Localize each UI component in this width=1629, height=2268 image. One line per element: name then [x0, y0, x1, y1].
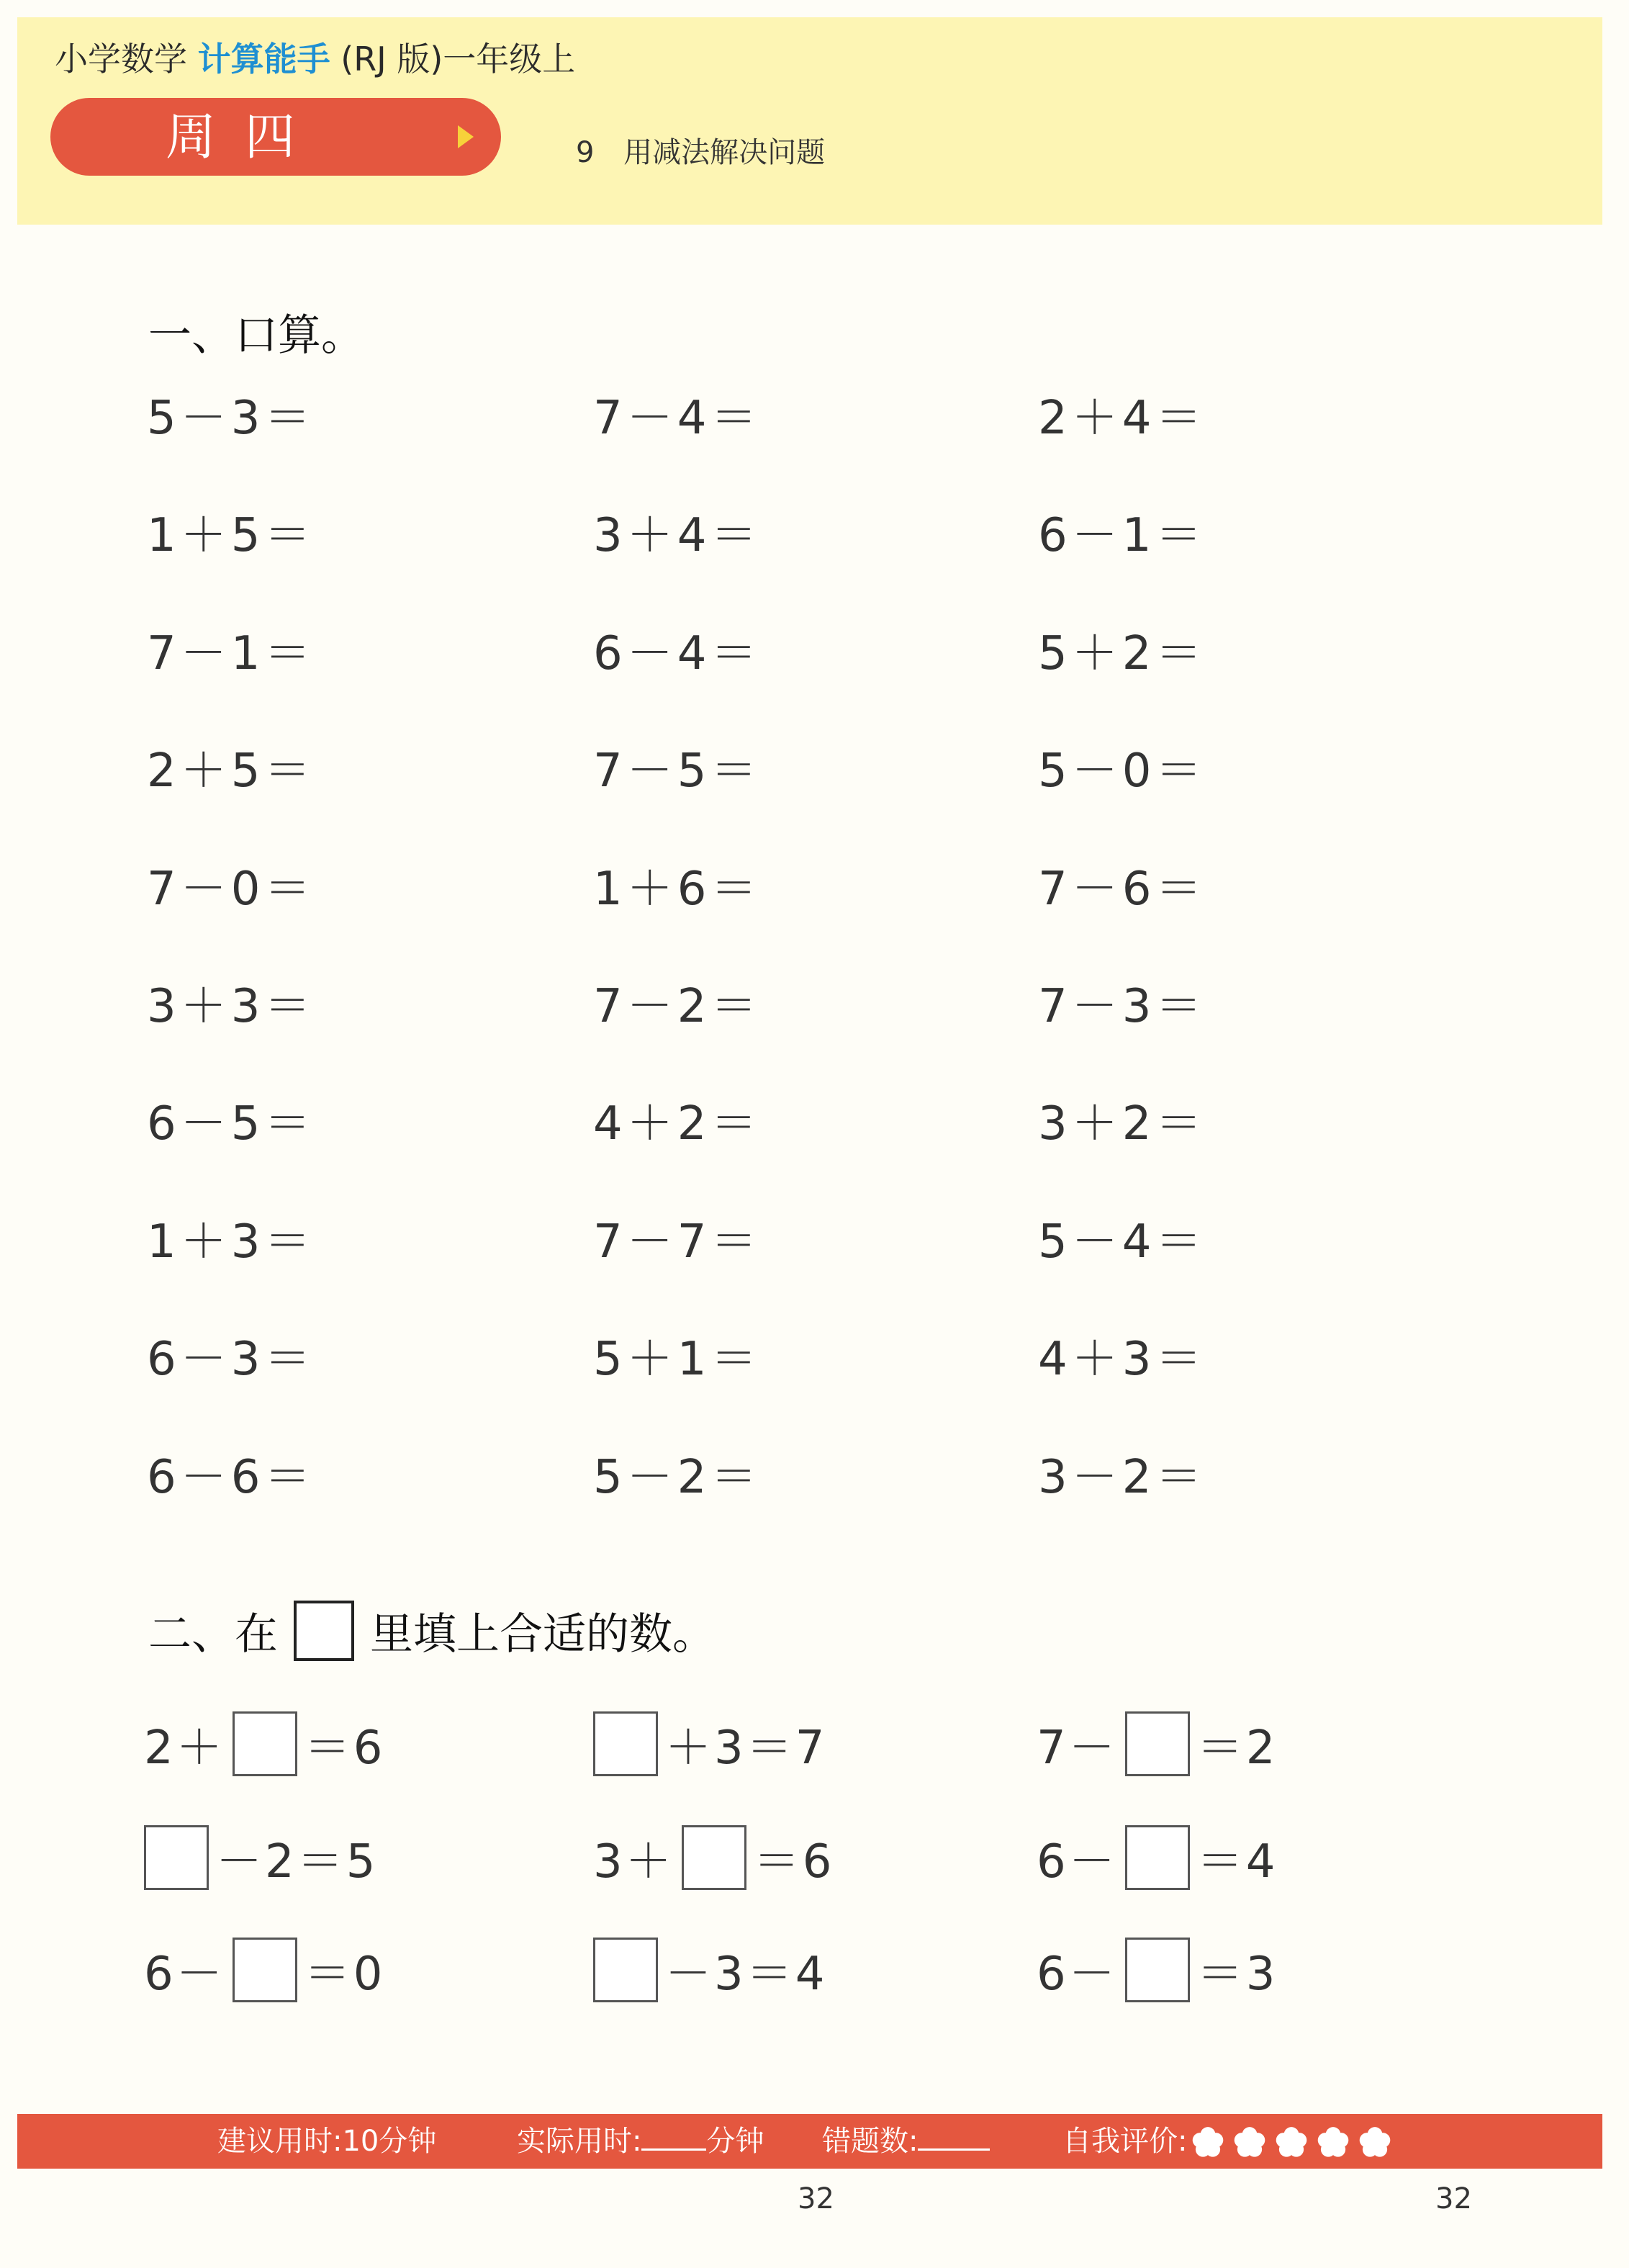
day-label: 周四 [166, 107, 324, 166]
fill-in-problem [144, 1934, 385, 2006]
actual-time-blank[interactable] [641, 2117, 706, 2151]
arithmetic-problem: 1＋5＝ [147, 509, 315, 562]
book-series: 小学数学 [55, 40, 187, 78]
arithmetic-problem: 7－6＝ [1038, 863, 1206, 916]
answer-box[interactable] [233, 1938, 297, 2002]
arithmetic-problem: 3－2＝ [1038, 1451, 1206, 1504]
answer-box[interactable] [1125, 1938, 1190, 2002]
arithmetic-problem: 5－3＝ [147, 392, 315, 445]
answer-box[interactable] [682, 1825, 746, 1890]
self-eval-label: 自我评价: [1062, 2125, 1188, 2158]
footer-band [17, 2114, 1602, 2169]
answer-box[interactable] [144, 1825, 209, 1890]
day-badge [50, 98, 501, 176]
fill-in-prefix: 6－ [1037, 1948, 1118, 2001]
arithmetic-problem: 1＋6＝ [593, 863, 762, 916]
fill-in-problem [144, 1822, 378, 1894]
fill-in-prefix: 7－ [1037, 1722, 1118, 1775]
arithmetic-problem: 1＋3＝ [147, 1215, 315, 1269]
arithmetic-problem: 2＋4＝ [1038, 392, 1206, 445]
arithmetic-problem: 6－3＝ [147, 1333, 315, 1386]
section-2-title-before: 二、在 [148, 1609, 278, 1660]
book-title [55, 33, 575, 81]
arithmetic-problem: 5－4＝ [1038, 1215, 1206, 1269]
fill-in-suffix: ＝4 [1196, 1835, 1278, 1889]
lesson-heading [576, 130, 825, 171]
arithmetic-problem: 2＋5＝ [147, 744, 315, 798]
arithmetic-problem: 5＋2＝ [1038, 627, 1206, 680]
rating-star-icon[interactable] [1191, 2126, 1224, 2159]
arithmetic-problem: 6－6＝ [147, 1451, 315, 1504]
fill-in-problem [1037, 1934, 1278, 2006]
play-arrow-icon [458, 125, 474, 148]
arithmetic-problem: 7－4＝ [593, 392, 762, 445]
fill-in-suffix: ＋3＝7 [665, 1722, 828, 1775]
arithmetic-problem: 7－2＝ [593, 980, 762, 1033]
answer-box[interactable] [1125, 1711, 1190, 1776]
suggested-time: 建议用时:10分钟 [217, 2125, 437, 2158]
arithmetic-problem: 7－1＝ [147, 627, 315, 680]
arithmetic-problem: 3＋3＝ [147, 980, 315, 1033]
fill-in-problem [144, 1708, 385, 1780]
fill-in-problem [593, 1934, 827, 2006]
answer-box[interactable] [1125, 1825, 1190, 1890]
section-1-title: 一、口算。 [148, 310, 364, 361]
fill-in-prefix: 2＋ [144, 1722, 225, 1775]
fill-in-problem [1037, 1822, 1278, 1894]
fill-in-prefix: 3＋ [593, 1835, 674, 1889]
rating-star-icon[interactable] [1275, 2126, 1308, 2159]
page-number-corner: 32 [1435, 2182, 1472, 2215]
fill-in-problem [1037, 1708, 1278, 1780]
rating-stars [1191, 2126, 1400, 2159]
actual-time-unit: 分钟 [706, 2125, 764, 2158]
page-number-center: 32 [798, 2182, 834, 2215]
fill-in-suffix: ＝3 [1196, 1948, 1278, 2001]
arithmetic-problem: 4＋3＝ [1038, 1333, 1206, 1386]
answer-box[interactable] [593, 1711, 658, 1776]
fill-in-suffix: －3＝4 [665, 1948, 828, 2001]
fill-in-suffix: ＝6 [304, 1722, 386, 1775]
arithmetic-problem: 5－0＝ [1038, 744, 1206, 798]
section-2-title-after: 里填上合适的数。 [370, 1609, 716, 1660]
book-brand: 计算能手 [197, 40, 330, 78]
arithmetic-problem: 4＋2＝ [593, 1097, 762, 1151]
arithmetic-problem: 6－1＝ [1038, 509, 1206, 562]
arithmetic-problem: 7－7＝ [593, 1215, 762, 1269]
fill-in-suffix: －2＝5 [216, 1835, 379, 1889]
arithmetic-problem: 5＋1＝ [593, 1333, 762, 1386]
arithmetic-problem: 3＋2＝ [1038, 1097, 1206, 1151]
actual-time-label: 实际用时: [517, 2125, 642, 2158]
error-count-label: 错题数: [822, 2125, 919, 2158]
answer-box[interactable] [233, 1711, 297, 1776]
fill-in-suffix: ＝6 [753, 1835, 835, 1889]
answer-box[interactable] [593, 1938, 658, 2002]
arithmetic-problem: 7－5＝ [593, 744, 762, 798]
rating-star-icon[interactable] [1358, 2126, 1391, 2159]
section-2-title [148, 1600, 716, 1662]
error-count-blank[interactable] [918, 2117, 990, 2151]
book-edition: (RJ 版)一年级上 [340, 40, 576, 78]
blank-box-icon [294, 1601, 354, 1661]
fill-in-prefix: 6－ [1037, 1835, 1118, 1889]
rating-star-icon[interactable] [1317, 2126, 1350, 2159]
fill-in-problem [593, 1822, 834, 1894]
lesson-number: 9 [576, 136, 595, 169]
actual-time [517, 2114, 764, 2169]
error-count [822, 2114, 990, 2169]
fill-in-suffix: ＝0 [304, 1948, 386, 2001]
self-evaluation [1062, 2114, 1400, 2169]
fill-in-suffix: ＝2 [1196, 1722, 1278, 1775]
arithmetic-problem: 6－4＝ [593, 627, 762, 680]
fill-in-problem [593, 1708, 827, 1780]
rating-star-icon[interactable] [1233, 2126, 1266, 2159]
arithmetic-problem: 6－5＝ [147, 1097, 315, 1151]
lesson-title: 用减法解决问题 [623, 136, 826, 169]
fill-in-prefix: 6－ [144, 1948, 225, 2001]
arithmetic-problem: 7－3＝ [1038, 980, 1206, 1033]
arithmetic-problem: 7－0＝ [147, 863, 315, 916]
arithmetic-problem: 5－2＝ [593, 1451, 762, 1504]
arithmetic-problem: 3＋4＝ [593, 509, 762, 562]
